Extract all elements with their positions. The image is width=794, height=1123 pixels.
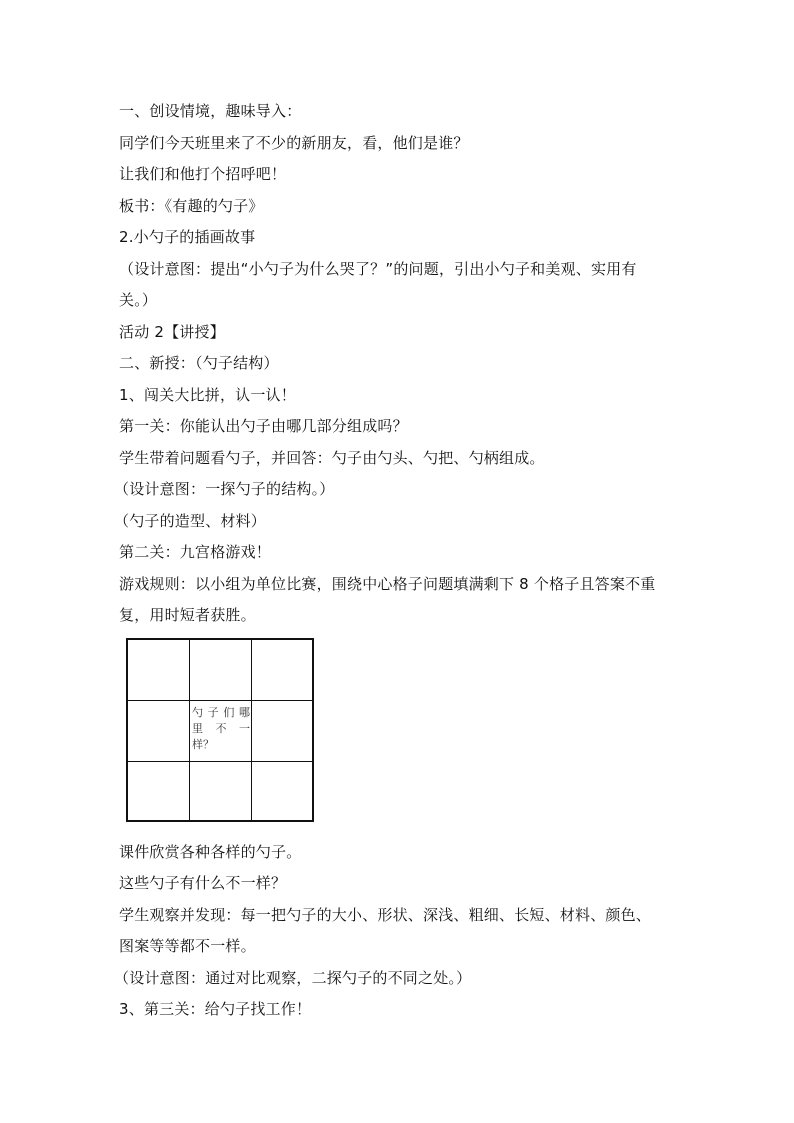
grid-cell [252, 640, 312, 701]
grid-center-cell [190, 701, 252, 762]
text-line: （勺子的造型、材料） [114, 512, 267, 530]
text-line: 图案等等都不一样。 [119, 937, 256, 955]
text-line: 板书：《有趣的勺子》 [119, 197, 264, 215]
heading-intro: 一、创设情境，趣味导入： [119, 102, 302, 120]
text-line: 3、第三关：给勺子找工作！ [119, 1000, 312, 1018]
center-question-line: 样？ [192, 738, 214, 751]
text-line: 学生观察并发现：每一把勺子的大小、形状、深浅、粗细、长短、材料、颜色、 [119, 906, 652, 924]
text-line: 让我们和他打个招呼吧！ [119, 165, 287, 183]
text-line: 学生带着问题看勺子，并回答：勺子由勺头、勺把、勺柄组成。 [119, 449, 545, 467]
text-line: 课件欣赏各种各样的勺子。 [119, 843, 302, 861]
text-line: 复，用时短者获胜。 [119, 606, 256, 624]
grid-cell [190, 762, 252, 820]
center-question-line: 里 不 一 [192, 722, 250, 735]
text-line: 2.小勺子的插画故事 [119, 228, 256, 246]
grid-cell [190, 640, 252, 701]
text-line: 第二关：九宫格游戏！ [119, 543, 272, 561]
text-line: 1、闯关大比拼，认一认！ [119, 386, 296, 404]
grid-cell [128, 762, 190, 820]
text-line: 关。） [119, 291, 158, 309]
design-intent-note: （设计意图：一探勺子的结构。） [114, 480, 335, 498]
text-line: 这些勺子有什么不一样？ [119, 874, 287, 892]
center-question-line: 勺子们哪 [192, 706, 250, 719]
grid-cell [252, 701, 312, 762]
grid-cell [252, 762, 312, 820]
grid-cell [128, 701, 190, 762]
heading-new-lesson: 二、新授：（勺子结构） [119, 354, 279, 372]
activity-label: 活动 2【讲授】 [119, 323, 225, 341]
design-intent-note: （设计意图：提出“小勺子为什么哭了？”的问题，引出小勺子和美观、实用有 [119, 260, 637, 278]
design-intent-note: （设计意图：通过对比观察，二探勺子的不同之处。） [114, 969, 472, 987]
game-rules: 游戏规则：以小组为单位比赛，围绕中心格子问题填满剩下 8 个格子且答案不重 [119, 575, 656, 593]
grid-cell [128, 640, 190, 701]
text-line: 第一关：你能认出勺子由哪几部分组成吗？ [119, 417, 408, 435]
center-question [192, 705, 250, 753]
nine-grid-table [126, 638, 314, 822]
text-line: 同学们今天班里来了不少的新朋友，看，他们是谁？ [119, 134, 469, 152]
